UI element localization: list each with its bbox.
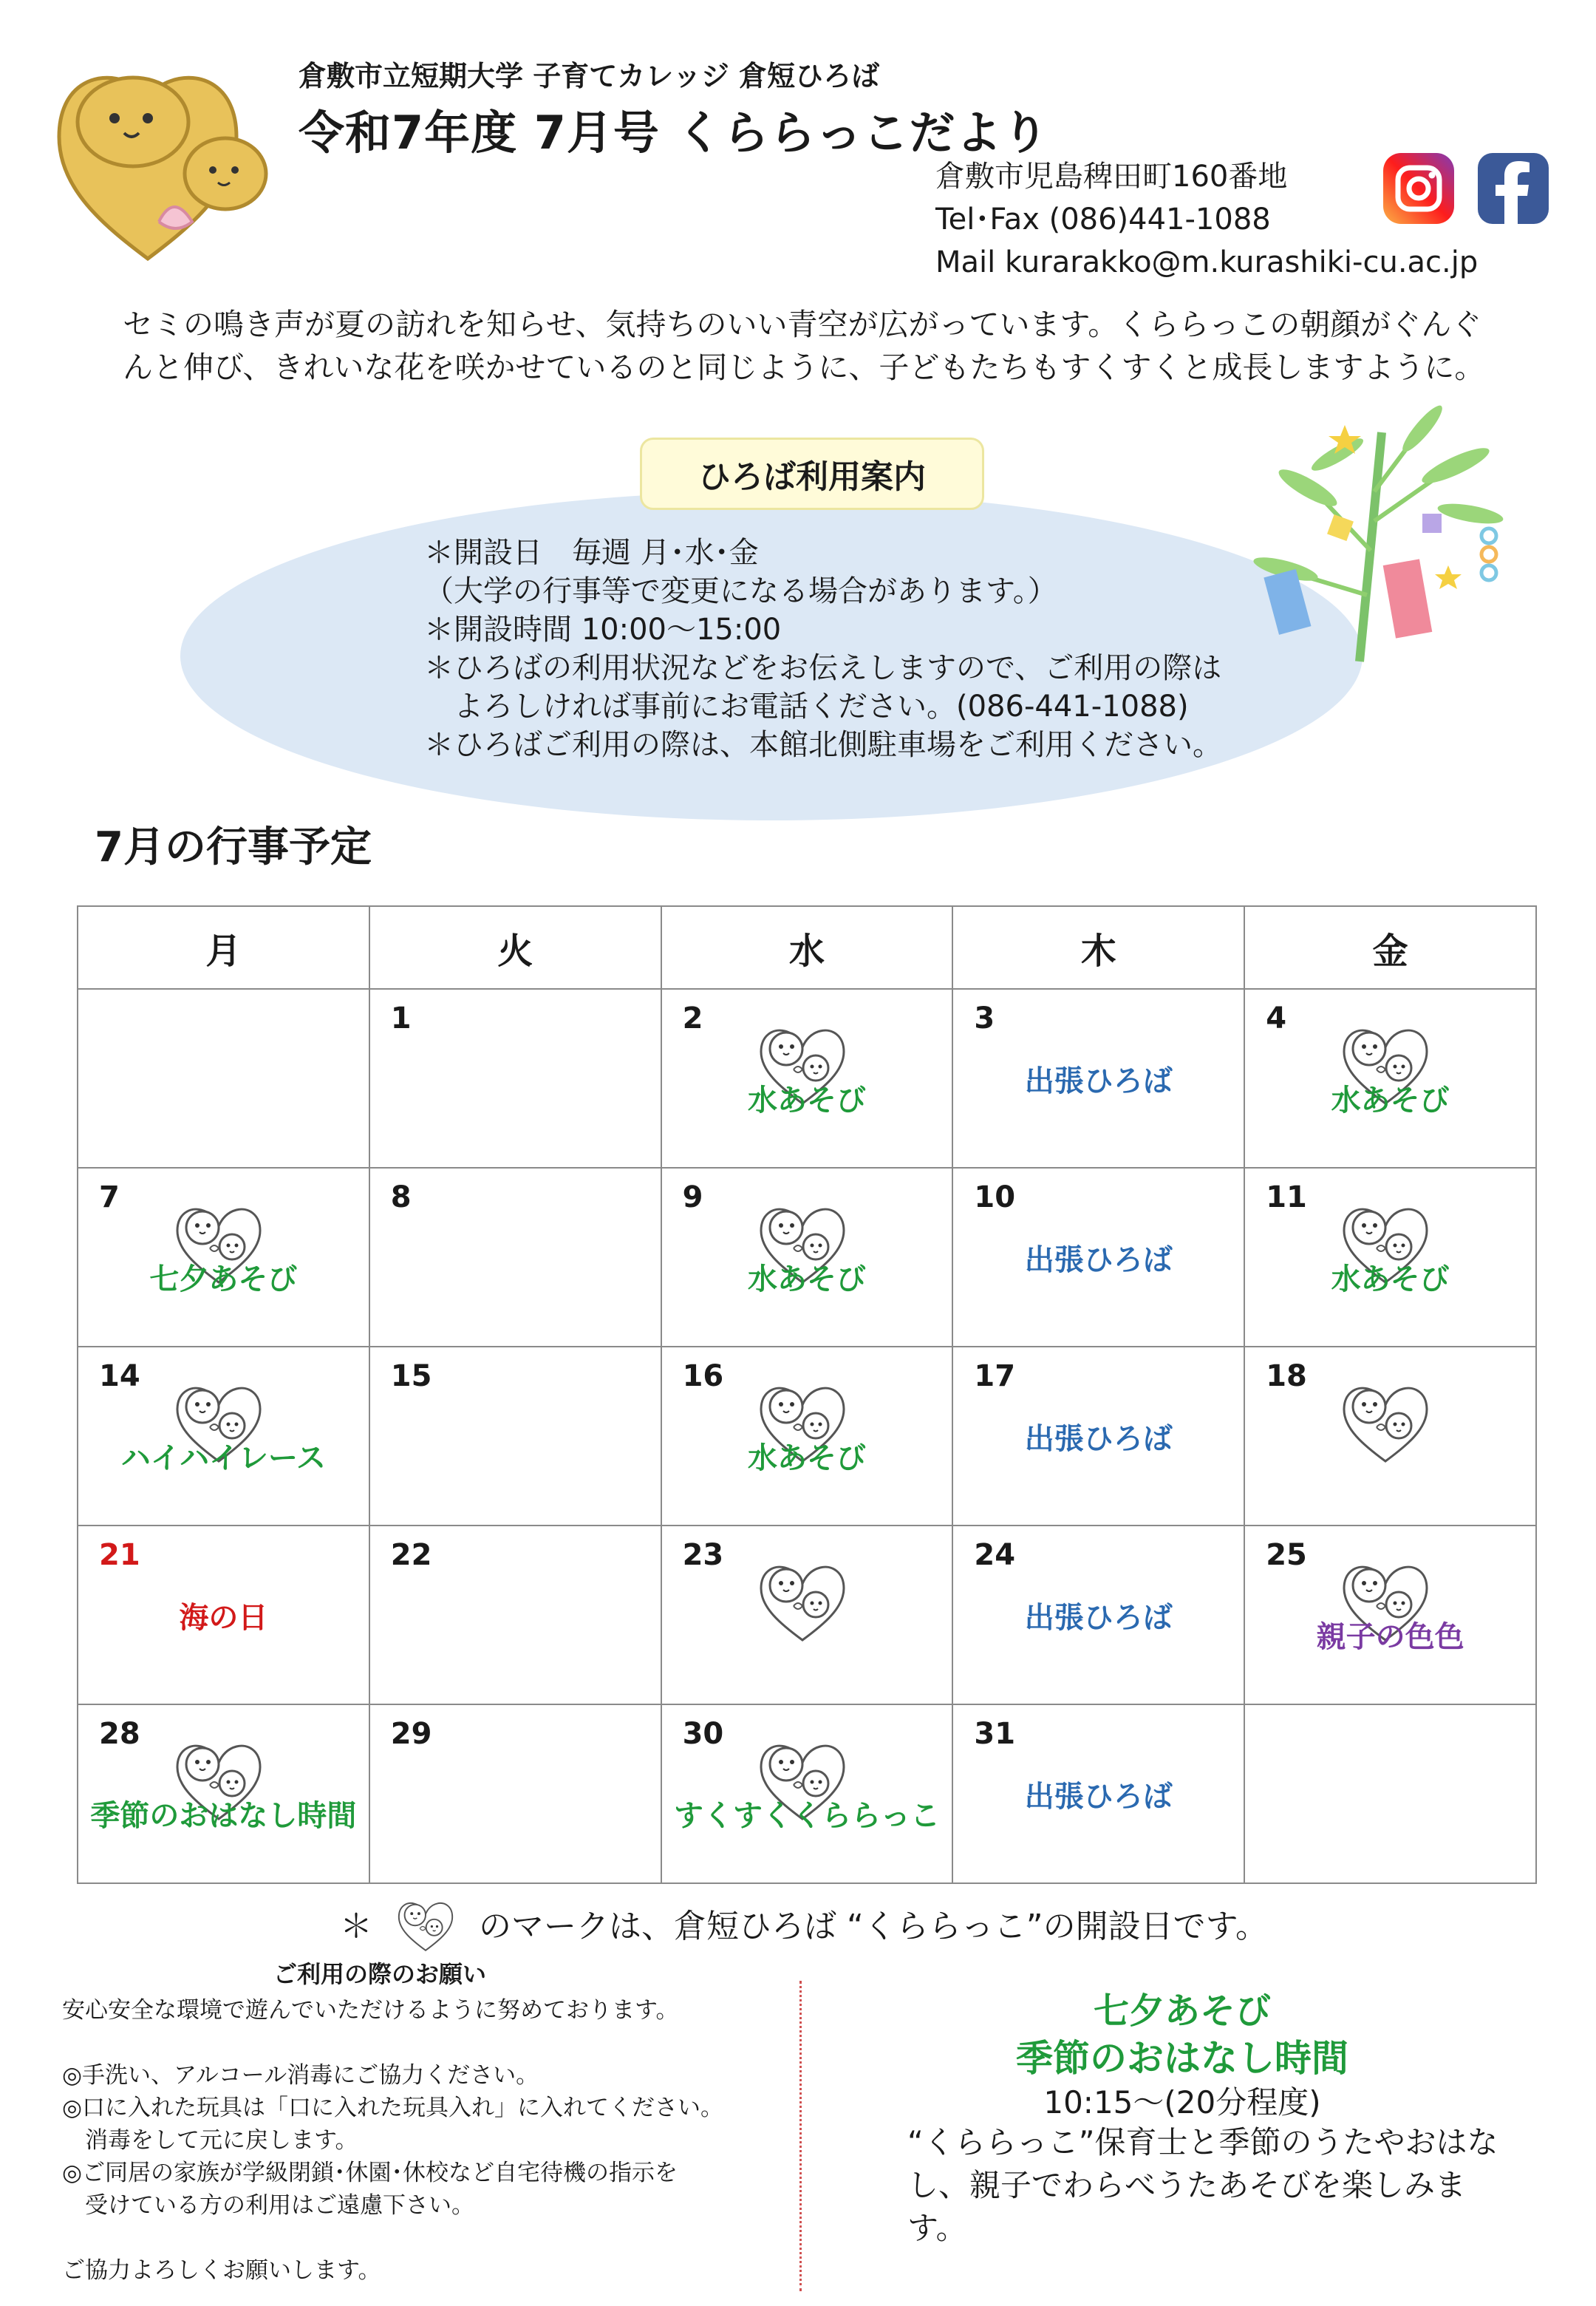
guide-line: ＊開設日 毎週 月･水･金 (424, 536, 759, 570)
day-number: 24 (974, 1538, 1016, 1572)
day-number: 22 (390, 1538, 432, 1572)
calendar-week-row (78, 1347, 1536, 1526)
events-section-title: 7月の行事予定 (95, 823, 372, 871)
instagram-icon[interactable] (1382, 152, 1456, 225)
day-number: 30 (682, 1717, 724, 1751)
guide-line: ＊ひろばご利用の際は、本館北側駐車場をご利用ください。 (424, 728, 1222, 762)
calendar-day-cell (369, 1168, 661, 1347)
calendar-day-cell (661, 1704, 953, 1883)
note-line: ご協力よろしくお願いします。 (62, 2257, 381, 2284)
calendar-day-cell (1244, 1526, 1536, 1704)
event-label: 出張ひろば (1024, 1064, 1173, 1098)
calendar-day-cell (1244, 1168, 1536, 1347)
feature-title-2: 季節のおはなし時間 (1016, 2037, 1348, 2080)
guide-text (424, 534, 1311, 764)
day-number: 4 (1266, 1001, 1287, 1035)
calendar-week-row (78, 989, 1536, 1168)
event-label: 水あそび (1331, 1084, 1450, 1118)
event-label: 水あそび (1331, 1262, 1450, 1296)
weekday-header: 火 (369, 906, 661, 989)
event-label: 七夕あそび (149, 1262, 298, 1296)
calendar-day-cell (369, 989, 661, 1168)
intro-paragraph: セミの鳴き声が夏の訪れを知らせ、気持ちのいい青空が広がっています。くららっこの朝顔がぐんぐんと伸び、きれいな花を咲かせているのと同じように、子どもたちもすくすくと成長しますように。 (123, 307, 1485, 385)
calendar-week-row (78, 1168, 1536, 1347)
calendar-day-cell (661, 1526, 953, 1704)
event-label: 出張ひろば (1024, 1243, 1173, 1277)
weekday-header: 月 (78, 906, 369, 989)
event-label: 出張ひろば (1024, 1422, 1173, 1456)
feature-body: “くららっこ”保育士と季節のうたやおはなし、親子でわらべうたあそびを楽しみます。 (907, 2124, 1498, 2246)
day-number: 3 (974, 1001, 995, 1035)
weekday-header: 水 (661, 906, 953, 989)
calendar-day-cell (661, 1168, 953, 1347)
otter-mark-icon (751, 1550, 854, 1646)
event-label: 海の日 (179, 1601, 268, 1635)
calendar-day-cell (952, 1704, 1244, 1883)
note-line: ◎口に入れた玩具は「口に入れた玩具入れ」に入れてください。 (62, 2095, 724, 2121)
tanabata-bamboo-illustration (1227, 403, 1522, 669)
day-number: 11 (1266, 1180, 1307, 1214)
calendar-day-cell (78, 1526, 369, 1704)
note-line (62, 2222, 801, 2254)
day-number: 25 (1266, 1538, 1307, 1572)
facebook-icon[interactable] (1476, 152, 1550, 225)
day-number: 18 (1266, 1359, 1307, 1393)
weekday-header: 金 (1244, 906, 1536, 989)
day-number: 15 (390, 1359, 432, 1393)
day-number: 1 (390, 1001, 412, 1035)
day-number: 16 (682, 1359, 724, 1393)
guide-line: ＊ひろばの利用状況などをお伝えしますので、ご利用の際は (424, 651, 1222, 685)
calendar-day-cell (1244, 989, 1536, 1168)
calendar-day-cell (78, 1347, 369, 1526)
newsletter-title: 令和7年度 7月号 くららっこだより (299, 106, 1049, 160)
day-number: 17 (974, 1359, 1016, 1393)
address: 倉敷市児島稗田町160番地 (935, 160, 1288, 194)
calendar-day-cell (78, 989, 369, 1168)
calendar-day-cell (952, 1168, 1244, 1347)
calendar-day-cell (1244, 1347, 1536, 1526)
feature-title-1: 七夕あそび (1093, 1990, 1271, 2032)
guide-line: ＊開設時間 10:00～15:00 (424, 613, 782, 647)
calendar-day-cell (369, 1526, 661, 1704)
legend-text: のマークは、倉短ひろば “くららっこ”の開設日です。 (479, 1908, 1269, 1945)
notes-title: ご利用の際のお願い (273, 1960, 487, 1988)
notes-list (62, 1994, 801, 2287)
note-line: ◎ご同居の家族が学級閉鎖･休園･休校など自宅待機の指示を (62, 2160, 678, 2186)
event-calendar (77, 905, 1537, 1884)
calendar-day-cell (952, 1347, 1244, 1526)
event-label: 出張ひろば (1024, 1601, 1173, 1635)
legend-asterisk: ＊ (340, 1908, 372, 1945)
calendar-day-cell (952, 1526, 1244, 1704)
legend (340, 1892, 1268, 1954)
calendar-week-row (78, 1526, 1536, 1704)
note-line: ◎手洗い、アルコール消毒にご協力ください。 (62, 2062, 539, 2089)
weekday-header: 木 (952, 906, 1244, 989)
feature-time: 10:15～(20分程度) (1043, 2084, 1321, 2120)
mail: Mail kurarakko@m.kurashiki-cu.ac.jp (935, 245, 1479, 279)
event-label: ハイハイレース (120, 1441, 326, 1475)
calendar-day-cell (1244, 1704, 1536, 1883)
note-line (62, 2027, 801, 2059)
calendar-day-cell (369, 1347, 661, 1526)
event-label: 水あそび (747, 1262, 866, 1296)
event-label: 季節のおはなし時間 (90, 1799, 357, 1833)
note-line: 安心安全な環境で遊んでいただけるように努めております。 (62, 1997, 679, 2024)
note-line: 消毒をして元に戻します。 (62, 2127, 358, 2154)
tel-fax: Tel･Fax (086)441-1088 (935, 203, 1271, 237)
day-number: 31 (974, 1717, 1016, 1751)
otter-mark-icon (387, 1892, 464, 1954)
day-number: 8 (390, 1180, 412, 1214)
day-number: 21 (99, 1538, 140, 1572)
guide-title: ひろば利用案内 (640, 438, 984, 510)
event-label: 水あそび (747, 1084, 866, 1118)
calendar-day-cell (78, 1704, 369, 1883)
event-label: すくすくくららっこ (673, 1799, 940, 1833)
calendar-day-cell (952, 989, 1244, 1168)
guide-line: （大学の行事等で変更になる場合があります。） (424, 574, 1057, 608)
event-label: 水あそび (747, 1441, 866, 1475)
calendar-day-cell (661, 989, 953, 1168)
section-divider (799, 1981, 802, 2291)
day-number: 23 (682, 1538, 724, 1572)
otter-mark-icon (1334, 1371, 1437, 1467)
event-label: 出張ひろば (1024, 1780, 1173, 1814)
calendar-day-cell (661, 1347, 953, 1526)
day-number: 28 (99, 1717, 140, 1751)
event-label: 親子の色色 (1316, 1620, 1464, 1654)
day-number: 2 (682, 1001, 703, 1035)
organization-name: 倉敷市立短期大学 子育てカレッジ 倉短ひろば (299, 60, 880, 92)
day-number: 10 (974, 1180, 1016, 1214)
calendar-week-row (78, 1704, 1536, 1883)
otter-mascot-logo (37, 41, 281, 270)
day-number: 7 (99, 1180, 120, 1214)
calendar-day-cell (78, 1168, 369, 1347)
calendar-day-cell (369, 1704, 661, 1883)
day-number: 9 (682, 1180, 703, 1214)
guide-line: よろしければ事前にお電話ください。(086-441-1088) (424, 690, 1189, 724)
day-number: 14 (99, 1359, 140, 1393)
note-line: 受けている方の利用はご遠慮下さい。 (62, 2192, 474, 2219)
day-number: 29 (390, 1717, 432, 1751)
